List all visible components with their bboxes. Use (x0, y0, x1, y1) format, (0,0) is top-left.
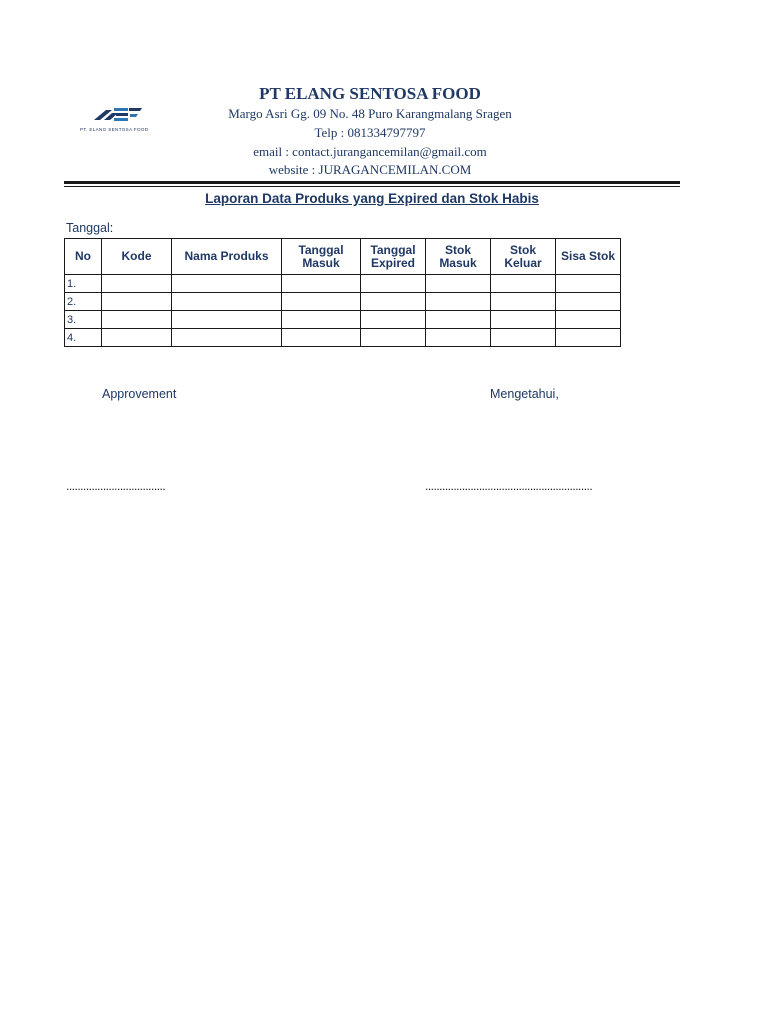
table-row (65, 275, 621, 293)
cell-stok-masuk[interactable] (426, 311, 491, 329)
cell-stok-masuk[interactable] (426, 329, 491, 347)
cell-nama[interactable] (172, 293, 282, 311)
cell-nama[interactable] (172, 311, 282, 329)
header-kode: Kode (102, 239, 172, 275)
cell-stok-keluar[interactable] (491, 311, 556, 329)
cell-tanggal-masuk[interactable] (282, 293, 361, 311)
cell-no: 2. (65, 293, 102, 311)
table-row (65, 293, 621, 311)
approvement-label: Approvement (102, 387, 177, 401)
signature-line-right: ........................................................... (425, 479, 593, 493)
table-header-row (65, 239, 621, 275)
cell-stok-keluar[interactable] (491, 329, 556, 347)
cell-kode[interactable] (102, 293, 172, 311)
date-colon: : (109, 221, 114, 235)
cell-no: 4. (65, 329, 102, 347)
cell-tanggal-masuk[interactable] (282, 275, 361, 293)
header-divider-thick (64, 181, 680, 184)
header-stok-masuk: Stok Masuk (426, 239, 491, 275)
cell-nama[interactable] (172, 329, 282, 347)
cell-tanggal-expired[interactable] (361, 293, 426, 311)
table-row (65, 311, 621, 329)
company-logo (66, 66, 166, 178)
cell-no: 3. (65, 311, 102, 329)
cell-kode[interactable] (102, 275, 172, 293)
cell-sisa-stok[interactable] (556, 293, 621, 311)
cell-stok-masuk[interactable] (426, 275, 491, 293)
header-tanggal-masuk: Tanggal Masuk (282, 239, 361, 275)
cell-nama[interactable] (172, 275, 282, 293)
report-title: Laporan Data Produks yang Expired dan Stok Habis (205, 191, 539, 206)
logo-caption: PT. ELANG SENTOSA FOOD (80, 127, 149, 132)
cell-tanggal-expired[interactable] (361, 275, 426, 293)
header-no: No (65, 239, 102, 275)
cell-sisa-stok[interactable] (556, 275, 621, 293)
signature-line-left: ................................... (66, 479, 166, 493)
cell-tanggal-masuk[interactable] (282, 311, 361, 329)
header-stok-keluar: Stok Keluar (491, 239, 556, 275)
table-row (65, 329, 621, 347)
company-website: website : JURAGANCEMILAN.COM (268, 162, 472, 177)
cell-stok-keluar[interactable] (491, 275, 556, 293)
cell-no: 1. (65, 275, 102, 293)
cell-stok-keluar[interactable] (491, 293, 556, 311)
cell-tanggal-expired[interactable] (361, 311, 426, 329)
cell-kode[interactable] (102, 329, 172, 347)
cell-stok-masuk[interactable] (426, 293, 491, 311)
cell-sisa-stok[interactable] (556, 329, 621, 347)
header-nama-produks: Nama Produks (172, 239, 282, 275)
eagle-logo-icon (92, 104, 144, 124)
header-tanggal-expired: Tanggal Expired (361, 239, 426, 275)
header-divider-thin (64, 186, 680, 187)
company-name: PT ELANG SENTOSA FOOD (259, 84, 481, 103)
mengetahui-label: Mengetahui, (490, 387, 559, 401)
header-sisa-stok: Sisa Stok (556, 239, 621, 275)
company-email: email : contact.jurangancemilan@gmail.com (253, 144, 487, 159)
date-label: Tanggal (66, 221, 110, 235)
cell-tanggal-expired[interactable] (361, 329, 426, 347)
cell-sisa-stok[interactable] (556, 311, 621, 329)
product-table (64, 238, 621, 347)
company-address: Margo Asri Gg. 09 No. 48 Puro Karangmalang Sragen (228, 106, 512, 121)
company-telp: Telp : 081334797797 (314, 125, 426, 140)
cell-tanggal-masuk[interactable] (282, 329, 361, 347)
date-field (66, 221, 113, 235)
cell-kode[interactable] (102, 311, 172, 329)
